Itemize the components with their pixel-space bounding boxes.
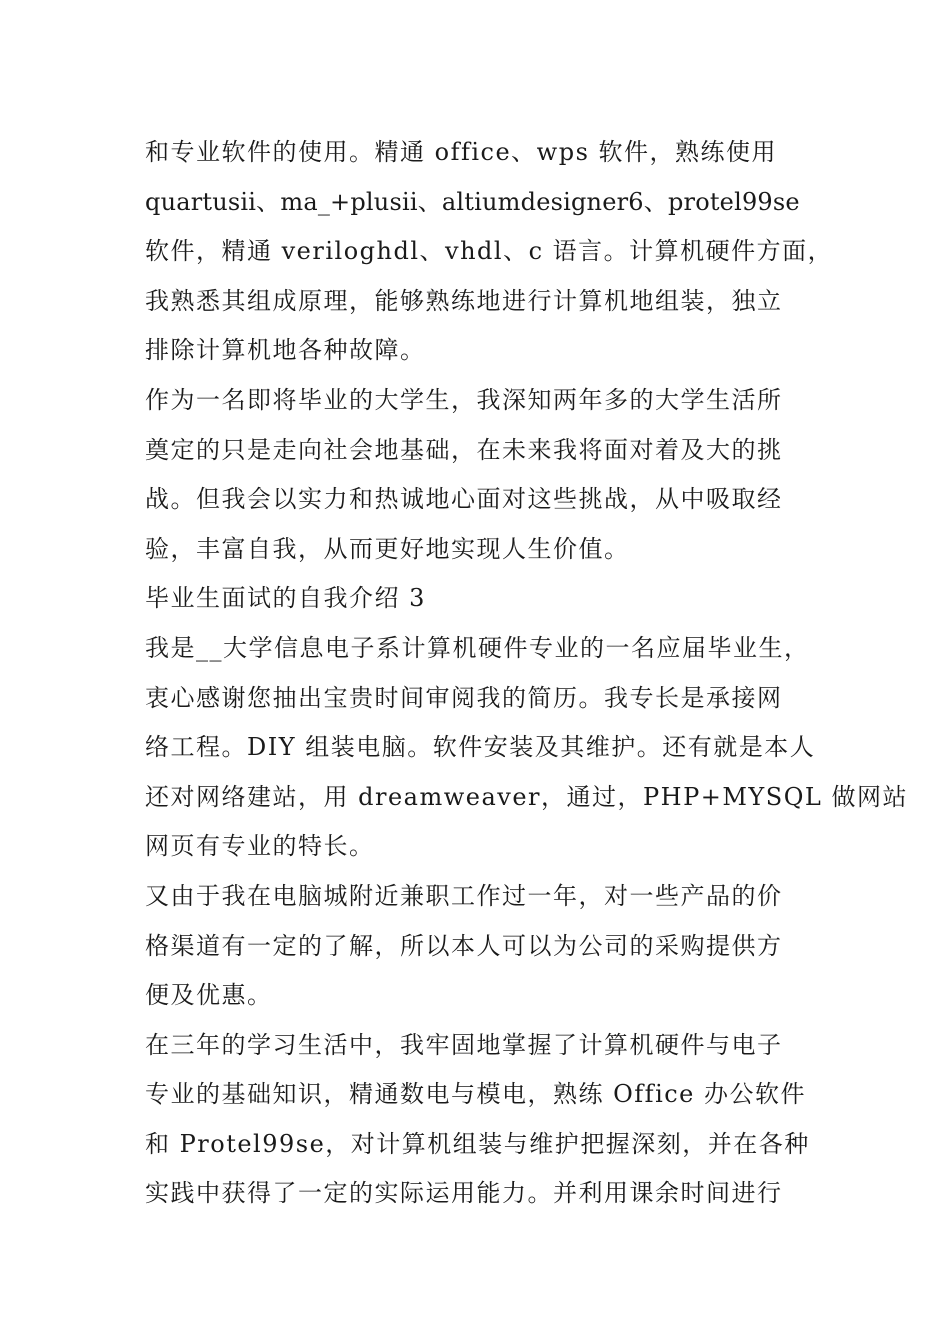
text-line: 格渠道有一定的了解，所以本人可以为公司的采购提供方 — [145, 931, 783, 960]
text-line: 我熟悉其组成原理，能够熟练地进行计算机地组装，独立 — [145, 286, 783, 315]
text-line: 又由于我在电脑城附近兼职工作过一年，对一些产品的价 — [145, 881, 783, 910]
text-line: 和专业软件的使用。精通 office、wps 软件，熟练使用 — [145, 138, 778, 166]
text-line: 还对网络建站，用 dreamweaver，通过，PHP+MYSQL 做网站 — [145, 782, 908, 811]
text-line: 排除计算机地各种故障。 — [145, 336, 426, 365]
text-line: quartusii、ma_+plusii、altiumdesigner6、protel99se — [145, 187, 800, 216]
text-line: 衷心感谢您抽出宝贵时间审阅我的简历。我专长是承接网 — [145, 683, 783, 712]
text-line: 实践中获得了一定的实际运用能力。并利用课余时间进行 — [145, 1179, 783, 1208]
section-heading: 毕业生面试的自我介绍 3 — [145, 584, 426, 613]
text-line: 软件，精通 veriloghdl、vhdl、c 语言。计算机硬件方面， — [145, 237, 834, 266]
text-line: 奠定的只是走向社会地基础，在未来我将面对着及大的挑 — [145, 435, 783, 464]
text-line: 专业的基础知识，精通数电与模电，熟练 Office 办公软件 — [145, 1080, 807, 1109]
text-line: 验，丰富自我，从而更好地实现人生价值。 — [145, 534, 630, 563]
text-line: 络工程。DIY 组装电脑。软件安装及其维护。还有就是本人 — [145, 733, 816, 762]
text-line: 便及优惠。 — [145, 981, 273, 1010]
text-line: 和 Protel99se，对计算机组装与维护把握深刻，并在各种 — [145, 1129, 810, 1158]
text-line: 我是__大学信息电子系计算机硬件专业的一名应届毕业生， — [145, 633, 810, 662]
text-line: 战。但我会以实力和热诚地心面对这些挑战，从中吸取经 — [145, 485, 783, 514]
text-line: 作为一名即将毕业的大学生，我深知两年多的大学生活所 — [145, 385, 783, 414]
text-line: 在三年的学习生活中，我牢固地掌握了计算机硬件与电子 — [145, 1030, 783, 1059]
document-body — [145, 128, 908, 1219]
text-line: 网页有专业的特长。 — [145, 832, 375, 861]
